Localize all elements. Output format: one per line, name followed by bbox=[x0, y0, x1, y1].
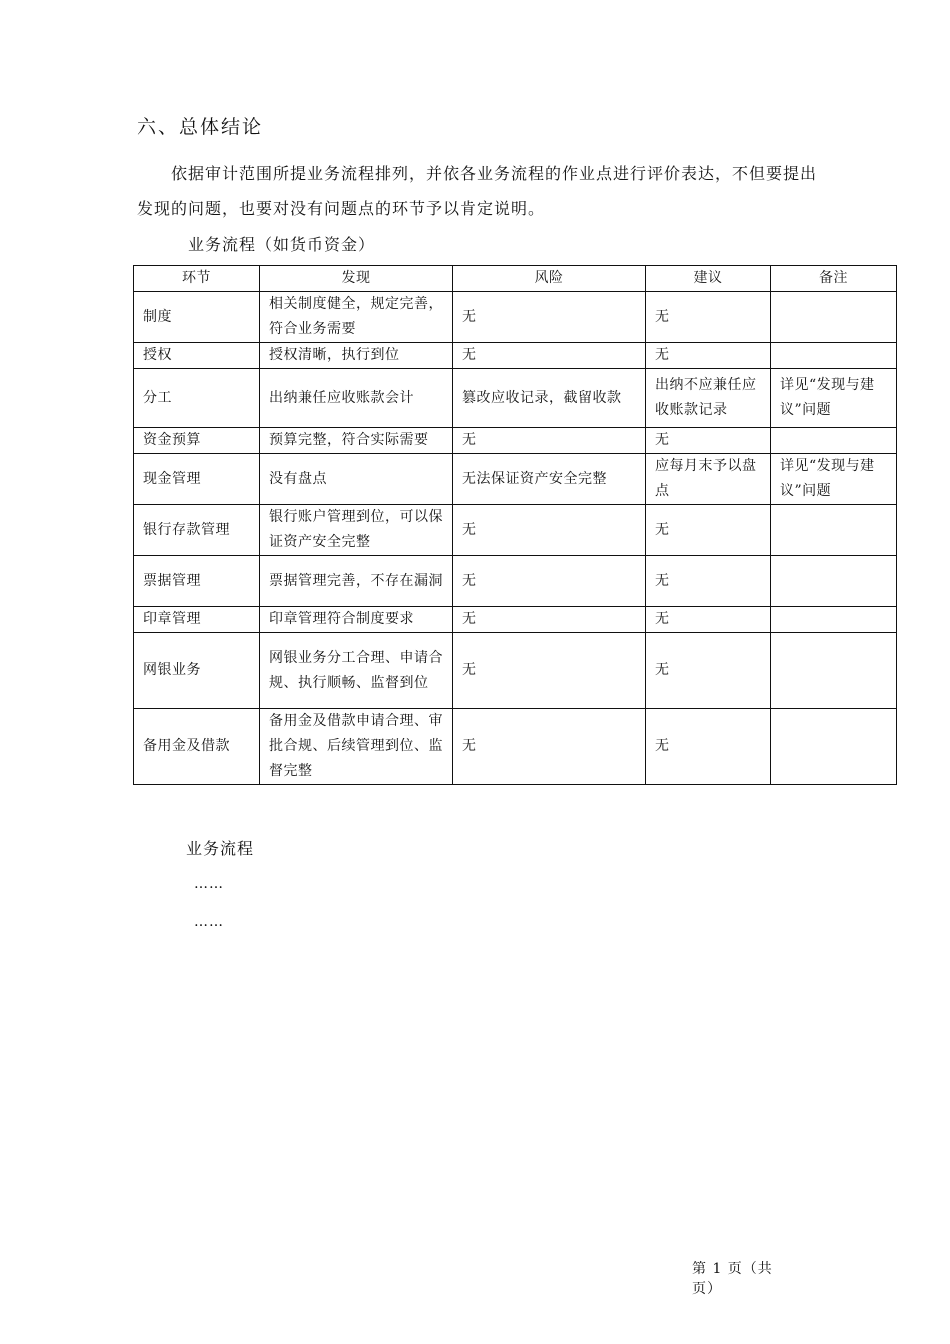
cell-risk: 无 bbox=[453, 556, 646, 607]
cell-suggestion: 无 bbox=[646, 343, 771, 369]
cell-remark: 详见“发现与建议”问题 bbox=[771, 369, 897, 428]
cell-remark: 详见“发现与建议”问题 bbox=[771, 454, 897, 505]
cell-risk: 无 bbox=[453, 343, 646, 369]
ellipsis-line-2: …… bbox=[194, 914, 224, 930]
cell-stage: 印章管理 bbox=[134, 607, 260, 633]
cell-stage: 票据管理 bbox=[134, 556, 260, 607]
cell-suggestion: 出纳不应兼任应收账款记录 bbox=[646, 369, 771, 428]
cell-remark bbox=[771, 343, 897, 369]
table-row bbox=[134, 505, 897, 556]
header-cell-risk: 风险 bbox=[453, 266, 646, 292]
cell-stage: 资金预算 bbox=[134, 428, 260, 454]
cell-remark bbox=[771, 709, 897, 785]
table-row bbox=[134, 343, 897, 369]
cell-suggestion: 无 bbox=[646, 709, 771, 785]
cell-risk: 无 bbox=[453, 428, 646, 454]
ellipsis-line-1: …… bbox=[194, 876, 224, 892]
cell-remark bbox=[771, 556, 897, 607]
cell-suggestion: 应每月末予以盘点 bbox=[646, 454, 771, 505]
cell-finding: 没有盘点 bbox=[260, 454, 453, 505]
cell-finding: 票据管理完善，不存在漏洞 bbox=[260, 556, 453, 607]
cell-finding: 授权清晰，执行到位 bbox=[260, 343, 453, 369]
cell-risk: 无 bbox=[453, 505, 646, 556]
cell-suggestion: 无 bbox=[646, 556, 771, 607]
cell-stage: 现金管理 bbox=[134, 454, 260, 505]
header-cell-stage: 环节 bbox=[134, 266, 260, 292]
cell-risk: 篡改应收记录，截留收款 bbox=[453, 369, 646, 428]
cell-finding: 出纳兼任应收账款会计 bbox=[260, 369, 453, 428]
table-caption: 业务流程（如货币资金） bbox=[188, 235, 376, 254]
table-header-row bbox=[134, 266, 897, 292]
header-cell-remark: 备注 bbox=[771, 266, 897, 292]
cell-finding: 预算完整，符合实际需要 bbox=[260, 428, 453, 454]
cell-finding: 相关制度健全，规定完善，符合业务需要 bbox=[260, 292, 453, 343]
cell-finding: 备用金及借款申请合理、审批合规、后续管理到位、监督完整 bbox=[260, 709, 453, 785]
table-row bbox=[134, 428, 897, 454]
followup-heading: 业务流程 bbox=[186, 839, 255, 858]
cell-finding: 印章管理符合制度要求 bbox=[260, 607, 453, 633]
header-cell-suggestion: 建议 bbox=[646, 266, 771, 292]
header-cell-finding: 发现 bbox=[260, 266, 453, 292]
cell-suggestion: 无 bbox=[646, 633, 771, 709]
cell-stage: 制度 bbox=[134, 292, 260, 343]
cell-stage: 授权 bbox=[134, 343, 260, 369]
cell-remark bbox=[771, 633, 897, 709]
cell-stage: 分工 bbox=[134, 369, 260, 428]
cell-remark bbox=[771, 428, 897, 454]
intro-paragraph: 依据审计范围所提业务流程排列，并依各业务流程的作业点进行评价表达，不但要提出发现的问题，也要对没有问题点的环节予以肯定说明。 bbox=[137, 164, 818, 218]
cell-risk: 无 bbox=[453, 709, 646, 785]
cell-remark bbox=[771, 607, 897, 633]
cell-stage: 备用金及借款 bbox=[134, 709, 260, 785]
table-row bbox=[134, 709, 897, 785]
cell-finding: 网银业务分工合理、申请合规、执行顺畅、监督到位 bbox=[260, 633, 453, 709]
cell-suggestion: 无 bbox=[646, 428, 771, 454]
cell-stage: 银行存款管理 bbox=[134, 505, 260, 556]
table-row bbox=[134, 607, 897, 633]
cell-suggestion: 无 bbox=[646, 292, 771, 343]
cell-risk: 无法保证资产安全完整 bbox=[453, 454, 646, 505]
cell-suggestion: 无 bbox=[646, 607, 771, 633]
cell-finding: 银行账户管理到位，可以保证资产安全完整 bbox=[260, 505, 453, 556]
table-row bbox=[134, 369, 897, 428]
cell-risk: 无 bbox=[453, 292, 646, 343]
table-row bbox=[134, 454, 897, 505]
section-title: 六、总体结论 bbox=[137, 116, 264, 138]
cell-risk: 无 bbox=[453, 633, 646, 709]
cell-stage: 网银业务 bbox=[134, 633, 260, 709]
table-row bbox=[134, 633, 897, 709]
cell-remark bbox=[771, 292, 897, 343]
business-process-table bbox=[133, 265, 897, 785]
table-row bbox=[134, 556, 897, 607]
table-row bbox=[134, 292, 897, 343]
cell-suggestion: 无 bbox=[646, 505, 771, 556]
cell-remark bbox=[771, 505, 897, 556]
cell-risk: 无 bbox=[453, 607, 646, 633]
page-number: 第 1 页（共 页） bbox=[692, 1261, 773, 1297]
